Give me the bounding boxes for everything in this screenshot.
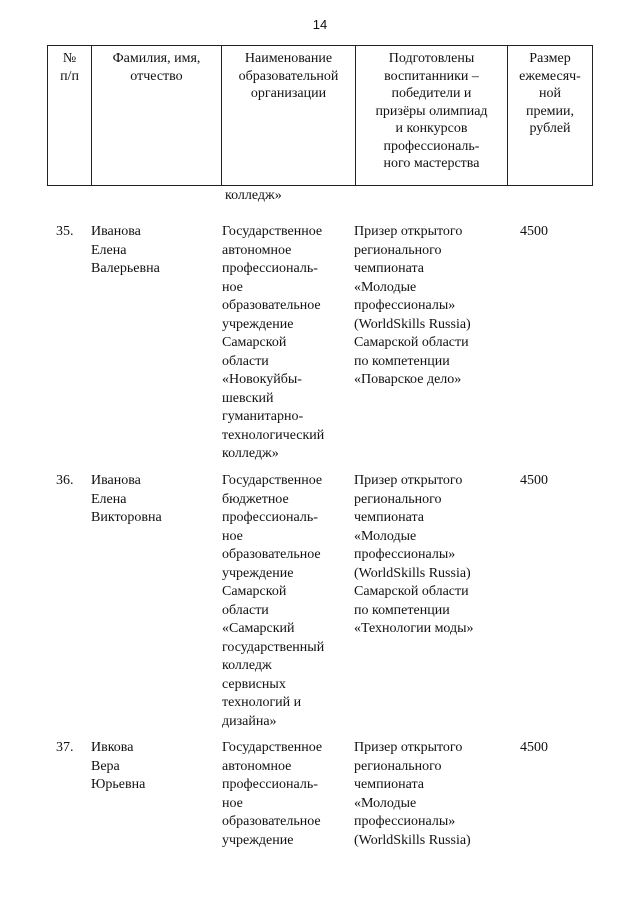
achievement-line: (WorldSkills Russia) <box>354 316 471 332</box>
org-line: Самарской <box>222 584 287 599</box>
org-line: автономное <box>222 242 292 258</box>
row-organization <box>222 223 350 464</box>
org-line: дизайна» <box>222 713 277 729</box>
org-line: государственный <box>222 639 325 655</box>
header-line: п/п <box>60 68 79 84</box>
org-line: ное <box>222 795 243 811</box>
header-line: Подготовлены <box>388 51 475 66</box>
header-line: победители и <box>391 86 472 101</box>
header-line: Фамилия, имя, <box>112 51 201 66</box>
achievement-line: Призер открытого <box>354 740 463 755</box>
org-line: Государственное <box>222 740 323 755</box>
name-line: Викторовна <box>91 510 162 525</box>
header-col-organization <box>222 46 356 186</box>
org-line: области <box>222 353 269 369</box>
header-line: ной <box>539 86 561 101</box>
name-line: Валерьевна <box>91 261 160 276</box>
achievement-line: «Молодые <box>354 279 417 295</box>
org-line: профессиональ- <box>222 510 318 525</box>
name-line: Юрьевна <box>91 777 146 792</box>
org-line: технологий и <box>222 695 302 710</box>
achievement-line: «Поварское дело» <box>354 372 462 387</box>
achievement-line: регионального <box>354 758 442 774</box>
org-line: колледж <box>222 658 272 673</box>
header-col-number <box>48 46 92 186</box>
name-line: Иванова <box>91 473 141 488</box>
achievement-line: профессионалы» <box>354 547 456 562</box>
header-line: ного мастерства <box>383 156 480 171</box>
header-line: рублей <box>529 121 571 136</box>
name-line: Ивкова <box>91 740 134 755</box>
row-achievement <box>354 739 494 850</box>
header-line: образовательной <box>238 68 339 84</box>
header-line: воспитанники – <box>384 68 479 84</box>
achievement-line: Призер открытого <box>354 224 463 239</box>
org-line: технологический <box>222 427 325 443</box>
achievement-line: чемпионата <box>354 261 424 276</box>
org-line: учреждение <box>222 316 294 332</box>
org-line: учреждение <box>222 565 294 581</box>
row-number: 36. <box>56 473 74 488</box>
achievement-line: Призер открытого <box>354 473 463 488</box>
table-header <box>47 45 593 186</box>
header-line: Наименование <box>244 51 333 66</box>
row-number: 37. <box>56 740 74 755</box>
header-line: и конкурсов <box>395 121 468 136</box>
org-line: профессиональ- <box>222 261 318 276</box>
row-achievement <box>354 223 494 390</box>
row-number: 35. <box>56 224 74 239</box>
org-line: сервисных <box>222 676 286 692</box>
achievement-line: профессионалы» <box>354 814 456 829</box>
header-line: профессиональ- <box>383 138 480 154</box>
org-line: образовательное <box>222 298 321 313</box>
achievement-line: по компетенции <box>354 602 450 618</box>
achievement-line: (WorldSkills Russia) <box>354 565 471 581</box>
org-line: профессиональ- <box>222 777 318 792</box>
achievement-line: чемпионата <box>354 510 424 525</box>
row-organization <box>222 472 350 731</box>
row-amount: 4500 <box>520 740 548 755</box>
header-line: премии, <box>525 103 575 119</box>
org-line: образовательное <box>222 814 321 829</box>
achievement-line: Самарской области <box>354 335 469 350</box>
row-amount: 4500 <box>520 473 548 488</box>
header-col-achievements <box>356 46 508 186</box>
org-line: ное <box>222 279 243 295</box>
org-line: «Самарский <box>222 621 295 636</box>
name-line: Елена <box>91 242 127 258</box>
org-line: «Новокуйбы- <box>222 372 302 387</box>
org-line: ное <box>222 528 243 544</box>
row-name <box>91 739 216 795</box>
header-line: отчество <box>130 68 183 84</box>
org-line: шевский <box>222 390 274 406</box>
org-line: гуманитарно- <box>222 409 304 424</box>
org-line: автономное <box>222 758 292 774</box>
header-line: Размер <box>529 51 571 66</box>
page-number: 14 <box>312 17 328 32</box>
row-name <box>91 223 216 279</box>
achievement-line: чемпионата <box>354 777 424 792</box>
row-organization <box>222 739 350 850</box>
header-col-amount <box>508 46 593 186</box>
org-line: учреждение <box>222 832 294 848</box>
row-name <box>91 472 216 528</box>
achievement-line: Самарской области <box>354 584 469 599</box>
org-line: бюджетное <box>222 491 289 507</box>
achievement-line: регионального <box>354 491 442 507</box>
org-line: области <box>222 602 269 618</box>
name-line: Иванова <box>91 224 141 239</box>
achievement-line: регионального <box>354 242 442 258</box>
achievement-line: (WorldSkills Russia) <box>354 832 471 848</box>
name-line: Елена <box>91 491 127 507</box>
continuation-text: колледж» <box>225 188 282 203</box>
org-line: Самарской <box>222 335 287 350</box>
achievement-line: профессионалы» <box>354 298 456 313</box>
achievement-line: по компетенции <box>354 353 450 369</box>
achievement-line: «Технологии моды» <box>354 621 474 636</box>
org-line: колледж» <box>222 446 279 461</box>
header-col-name <box>92 46 222 186</box>
header-line: № <box>62 51 77 66</box>
header-line: призёры олимпиад <box>375 103 488 119</box>
achievement-line: «Молодые <box>354 528 417 544</box>
achievement-line: «Молодые <box>354 795 417 811</box>
header-line: ежемесяч- <box>519 68 581 84</box>
name-line: Вера <box>91 758 120 774</box>
org-line: образовательное <box>222 547 321 562</box>
org-line: Государственное <box>222 473 323 488</box>
row-amount: 4500 <box>520 224 548 239</box>
header-line: организации <box>250 86 327 101</box>
org-line: Государственное <box>222 224 323 239</box>
row-achievement <box>354 472 494 639</box>
